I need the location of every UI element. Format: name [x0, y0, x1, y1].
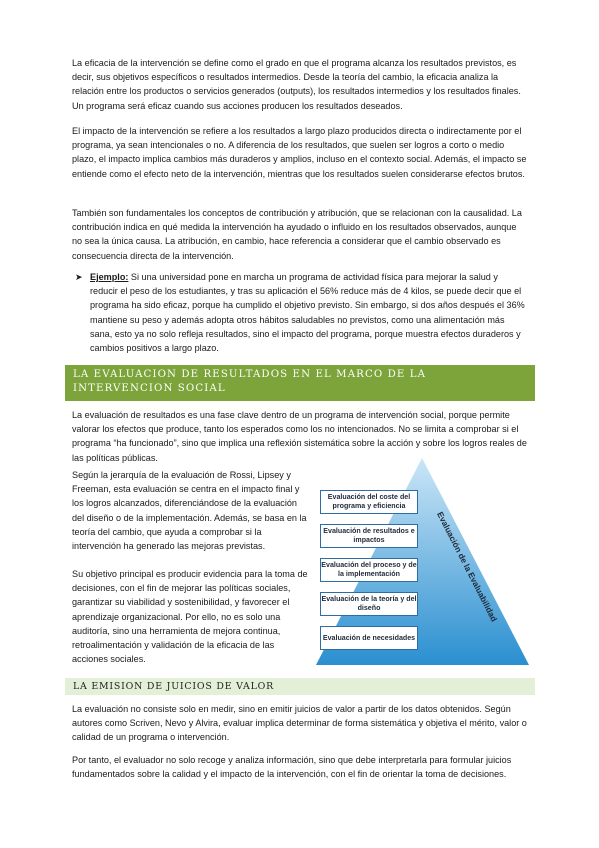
evaluation-hierarchy-pyramid: [316, 458, 529, 665]
bullet-arrow-icon: ➤: [75, 272, 83, 282]
paragraph-objetivo: Su objetivo principal es producir evidencia para la toma de decisiones, con el fin de mejorar las políticas sociales, garantizar su viabilidad y sostenibilidad, y favorecer el aprendizaje organizacional. Por ello, no es solo una auditoría, sino una herramienta de mejora continua, retroalimentación y validación de la eficacia de las acciones sociales.: [72, 569, 308, 665]
pyramid-side-label: Evaluación de la Evaluabilidad: [435, 510, 500, 624]
paragraph-juicios: La evaluación no consiste solo en medir, sino en emitir juicios de valor a partir de los datos obtenidos. Según autores como Scriven, Nevo y Alvira, evaluar implica determinar de forma sistemática y objetiva el mérito, valor o calidad de un programa o intervención.: [72, 704, 527, 743]
example-label: Ejemplo:: [90, 272, 129, 282]
paragraph-contribucion: También son fundamentales los conceptos de contribución y atribución, que se relacionan con la causalidad. La contribución indica en qué medida la intervención ha ayudado o influido en los resultados observados, aunque no sea la única causa. La atribución, en cambio, hace referencia a considerar que el cambio observado es consecuencia directa de la intervención.: [72, 208, 522, 261]
pyramid-level-1: Evaluación del coste del programa y eficiencia: [320, 490, 418, 514]
pyramid-level-3: Evaluación del proceso y de la implementación: [320, 558, 418, 582]
paragraph-evaluador: Por tanto, el evaluador no solo recoge y analiza información, sino que debe interpretarla para formular juicios fundamentados sobre la calidad y el impacto de la intervención, con el fin de orientar la toma de decisiones.: [72, 755, 512, 780]
pyramid-level-4: Evaluación de la teoría y del diseño: [320, 592, 418, 616]
pyramid-level-2: Evaluación de resultados e impactos: [320, 524, 418, 548]
pyramid-level-5: Evaluación de necesidades: [320, 626, 418, 650]
paragraph-evaluacion-resultados: La evaluación de resultados es una fase clave dentro de un programa de intervención social, porque permite valorar los efectos que produce, tanto los esperados como los no intencionados. No se limita a comprobar si el programa “ha funcionado”, sino que implica una reflexión sistemática sobre la acción y sobre los logros reales de las políticas públicas.: [72, 410, 527, 463]
section-heading: LA EVALUACION DE RESULTADOS EN EL MARCO DE LA INTERVENCION SOCIAL: [65, 365, 535, 401]
paragraph-impacto: El impacto de la intervención se refiere a los resultados a largo plazo producidos directa o indirectamente por el programa, ya sean intencionales o no. A diferencia de los resultados, que suelen ser logros a corto o medio plazo, el impacto implica cambios más duraderos y amplios, incluso en el contexto social. Además, el impacto se entiende como el efecto neto de la intervención, mientras que los resultados suelen considerarse efectos brutos.: [72, 126, 527, 179]
paragraph-eficacia: La eficacia de la intervención se define como el grado en que el programa alcanza los resultados previstos, es decir, sus objetivos específicos o resultados intermedios. Desde la teoría del cambio, la eficacia analiza la relación entre los productos o servicios generados (outputs), los resultados intermedios y los resultados finales. Un programa será eficaz cuando sus acciones producen los resultados deseados.: [72, 58, 521, 111]
example-text: Si una universidad pone en marcha un programa de actividad física para mejorar la salud y reducir el peso de los estudiantes, y tras su aplicación el 56% reduce más de 4 kilos, se puede decir que el programa ha sido eficaz, porque ha cumplido el objetivo previsto. Sin embargo, si dos años después el 36% mantiene su peso y además adopta otros hábitos saludables no previstos, como una alimentación más sana, esto ya no solo refleja resultados, sino el impacto del programa, porque muestra efectos duraderos y cambios positivos a largo plazo.: [90, 272, 525, 354]
paragraph-ejemplo: [90, 270, 527, 355]
paragraph-jerarquia: Según la jerarquía de la evaluación de Rossi, Lipsey y Freeman, esta evaluación se centra en el impacto final y los logros alcanzados, diferenciándose de la evaluación del diseño o de la implementación. Además, se basa en la teoría del cambio, que ayuda a comprobar si la intervención ha generado las mejoras previstas.: [72, 470, 307, 552]
subsection-heading: LA EMISION DE JUICIOS DE VALOR: [65, 678, 535, 695]
